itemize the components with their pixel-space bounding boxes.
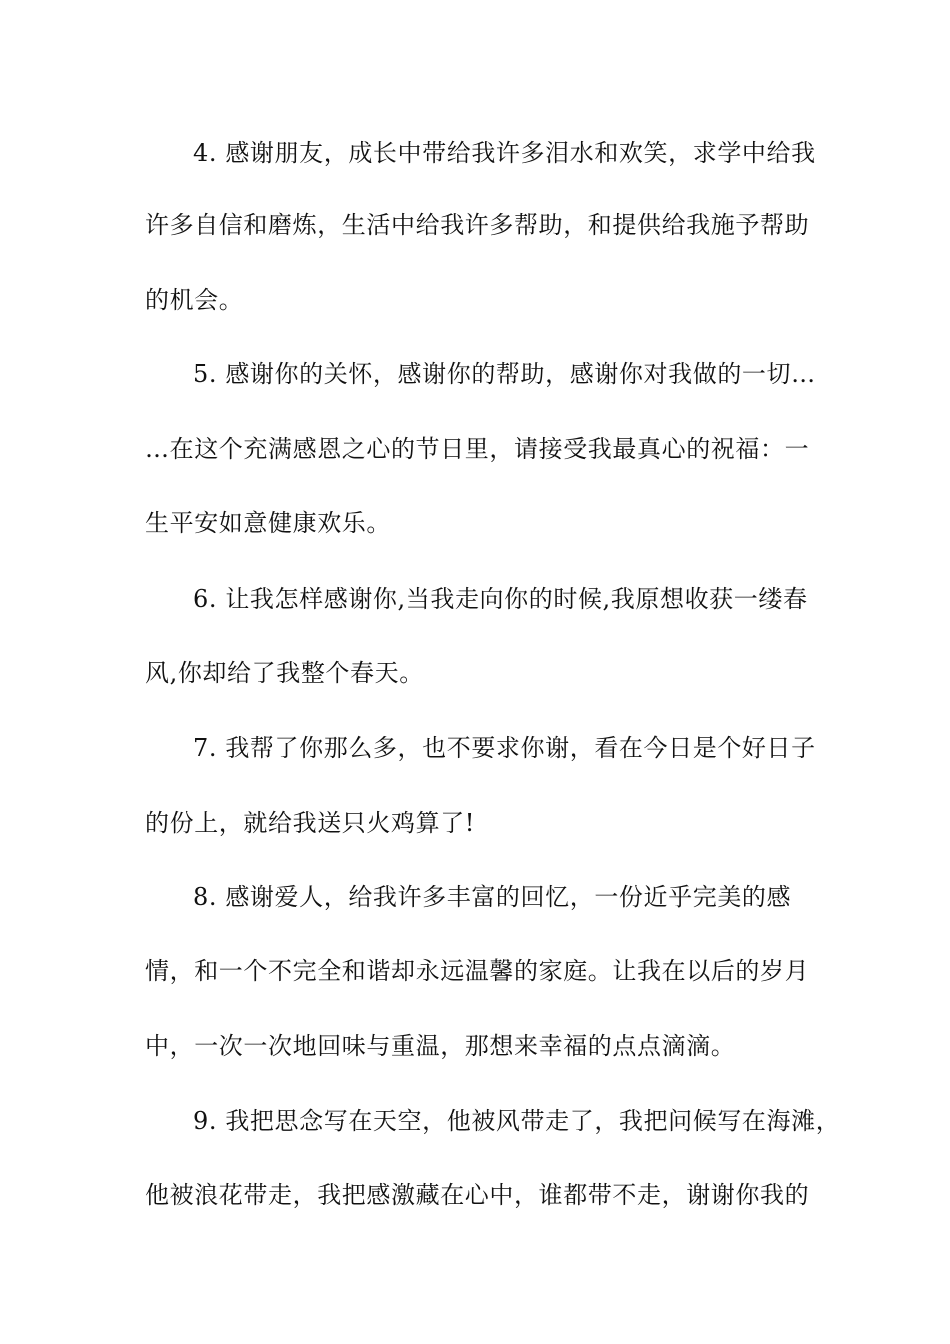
paragraph-9-line-2: 他被浪花带走，我把感激藏在心中，谁都带不走，谢谢你我的 <box>145 1181 810 1209</box>
paragraph-5-line-3: 生平安如意健康欢乐。 <box>145 509 391 537</box>
paragraph-8-line-2: 情，和一个不完全和谐却永远温馨的家庭。让我在以后的岁月 <box>145 957 810 985</box>
paragraph-8-line-1: 8. 感谢爱人，给我许多丰富的回忆，一份近乎完美的感 <box>193 883 792 911</box>
paragraph-4-line-2: 许多自信和磨炼，生活中给我许多帮助，和提供给我施予帮助 <box>145 211 810 239</box>
paragraph-6-line-1: 6. 让我怎样感谢你,当我走向你的时候,我原想收获一缕春 <box>193 585 808 613</box>
paragraph-9-line-1: 9. 我把思念写在天空，他被风带走了，我把问候写在海滩， <box>193 1107 841 1135</box>
paragraph-5-line-1: 5. 感谢你的关怀，感谢你的帮助，感谢你对我做的一切… <box>193 360 816 388</box>
paragraph-8-line-3: 中，一次一次地回味与重温，那想来幸福的点点滴滴。 <box>145 1032 736 1060</box>
paragraph-7-line-1: 7. 我帮了你那么多，也不要求你谢，看在今日是个好日子 <box>193 734 816 762</box>
paragraph-4-line-3: 的机会。 <box>145 286 244 314</box>
paragraph-6-line-2: 风,你却给了我整个春天。 <box>145 659 424 687</box>
paragraph-4-line-1: 4. 感谢朋友，成长中带给我许多泪水和欢笑，求学中给我 <box>193 139 816 167</box>
paragraph-5-line-2: …在这个充满感恩之心的节日里，请接受我最真心的祝福：一 <box>145 435 810 463</box>
paragraph-7-line-2: 的份上，就给我送只火鸡算了! <box>145 809 476 837</box>
